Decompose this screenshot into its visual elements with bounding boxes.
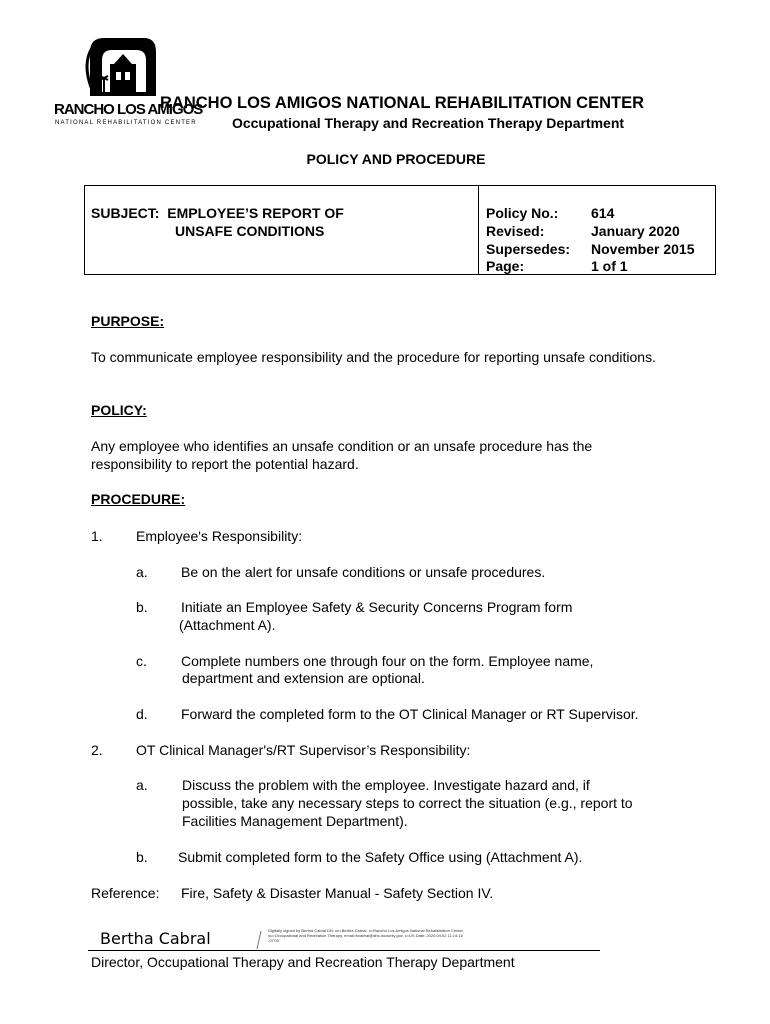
subject-label: SUBJECT: EMPLOYEE’S REPORT OF [91, 205, 344, 221]
step-2-title: OT Clinical Manager's/RT Supervisor’s Responsibility: [136, 742, 471, 758]
page-value: 1 of 1 [591, 258, 628, 274]
purpose-text: To communicate employee responsibility and the procedure for reporting unsafe conditions. [91, 349, 656, 365]
step-1a-letter: a. [136, 564, 148, 580]
reference-text: Fire, Safety & Disaster Manual - Safety Section IV. [181, 885, 494, 901]
step-1d-text: Forward the completed form to the OT Clinical Manager or RT Supervisor. [181, 706, 639, 722]
logo-subtitle: NATIONAL REHABILITATION CENTER [55, 120, 197, 126]
step-1b-letter: b. [136, 599, 148, 615]
signature-line [88, 950, 600, 951]
page-title: RANCHO LOS AMIGOS NATIONAL REHABILITATION CENTER [160, 94, 644, 112]
step-1a-text: Be on the alert for unsafe conditions or unsafe procedures. [181, 564, 546, 580]
department-title: Occupational Therapy and Recreation Therapy Department [231, 115, 625, 131]
step-2b-text: Submit completed form to the Safety Office using (Attachment A). [178, 849, 583, 865]
step-2a-letter: a. [136, 777, 148, 793]
signature-name: Bertha Cabral [100, 929, 211, 948]
supersedes-value: November 2015 [591, 241, 695, 257]
step-2-number: 2. [91, 742, 103, 758]
page-label: Page: [486, 258, 525, 274]
subject-box-divider [478, 185, 479, 275]
step-1c-line1: Complete numbers one through four on the form. Employee name, [181, 653, 594, 669]
step-2a-line2: possible, take any necessary steps to correct the situation (e.g., report to [182, 795, 633, 811]
logo-wordmark: RANCHO LOS AMIGOS [54, 101, 203, 118]
doc-type: POLICY AND PROCEDURE [306, 151, 486, 167]
step-2a-line3: Facilities Management Department). [182, 813, 408, 829]
reference-label: Reference: [91, 885, 160, 901]
subject-line1: EMPLOYEE’S REPORT OF [167, 205, 344, 221]
step-1-number: 1. [91, 528, 103, 544]
step-1-title: Employee's Responsibility: [136, 528, 303, 544]
step-2b-letter: b. [136, 849, 148, 865]
policy-no-value: 614 [591, 205, 615, 221]
step-1c-letter: c. [136, 653, 147, 669]
revised-value: January 2020 [591, 223, 680, 239]
step-1b-line1: Initiate an Employee Safety & Security Concerns Program form [181, 599, 573, 615]
policy-text: Any employee who identifies an unsafe condition or an unsafe procedure has the responsibility to report the potential hazard. [91, 438, 593, 472]
policy-no-label: Policy No.: [486, 205, 559, 221]
signature-mark-icon [255, 930, 263, 950]
purpose-heading: PURPOSE: [91, 313, 165, 329]
step-1c-line2: department and extension are optional. [182, 670, 425, 686]
procedure-heading: PROCEDURE: [91, 491, 186, 507]
digital-signature-note: Digitally signed by Bertha Cabral DN: cn=Bertha Cabral, o=Rancho Los Amigos National Rehabilitation Center, ou=Occupational and Recreation Therapy, email=bcabral@dhs.lacounty.gov, c=US Date: 2020.04.02 11:14:16 -07'00' [268, 928, 464, 943]
step-1b-line2: (Attachment A). [179, 617, 276, 633]
policy-heading: POLICY: [91, 402, 147, 418]
subject-line2: UNSAFE CONDITIONS [175, 223, 325, 239]
step-2a-line1: Discuss the problem with the employee. Investigate hazard and, if [182, 777, 590, 793]
step-1d-letter: d. [136, 706, 148, 722]
signatory-title: Director, Occupational Therapy and Recreation Therapy Department [91, 954, 515, 970]
supersedes-label: Supersedes: [486, 241, 571, 257]
revised-label: Revised: [486, 223, 545, 239]
